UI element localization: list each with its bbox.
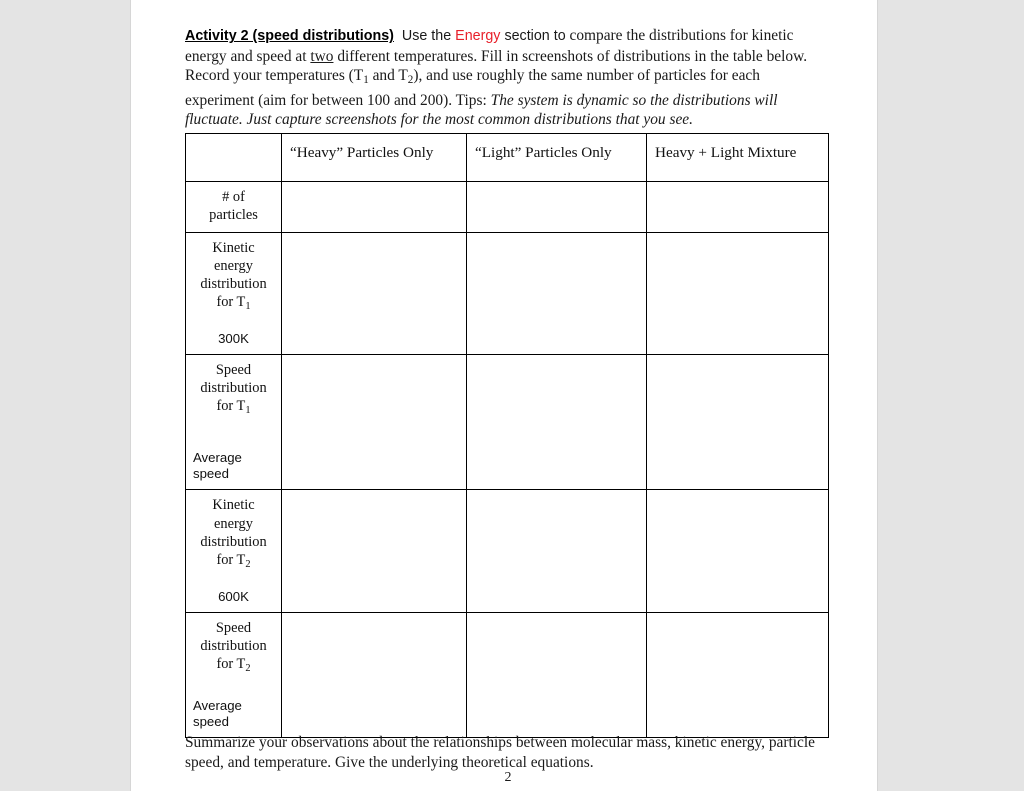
answer-cell-light-particle-count[interactable] <box>467 182 647 233</box>
header-cell-blank <box>186 134 282 182</box>
header-cell-mixture: Heavy + Light Mixture <box>647 134 829 182</box>
intro-use-the: Use the <box>401 28 452 45</box>
intro-serif-part4: ), and use roughly the same number of particles for each experiment (aim for between 100 and 200). Tips: <box>185 67 760 109</box>
label-line: # of <box>222 189 245 205</box>
answer-cell-light-ke-t2[interactable] <box>467 490 647 612</box>
document-page <box>131 0 877 791</box>
header-cell-light: “Light” Particles Only <box>467 134 647 182</box>
answer-cell-mixture-ke-t1[interactable] <box>647 232 829 354</box>
intro-paragraph-block <box>185 11 831 145</box>
intro-paragraph <box>185 26 831 129</box>
table-row-kinetic-energy-t1 <box>186 232 829 354</box>
answer-cell-light-ke-t1[interactable] <box>467 232 647 354</box>
label-line: Speed <box>215 619 252 636</box>
label-line: distribution <box>200 637 267 654</box>
row-label-particle-count <box>186 182 282 233</box>
label-spacer <box>193 678 274 698</box>
label-line-with-subscript <box>193 293 274 316</box>
answer-cell-mixture-particle-count[interactable] <box>647 182 829 233</box>
page-number: 2 <box>504 770 512 785</box>
row-label-speed-t2 <box>186 612 282 738</box>
average-speed-note-t1-line2: speed <box>193 466 229 482</box>
answer-cell-heavy-speed-t2[interactable] <box>282 612 467 738</box>
temperature-note-t1: 300K <box>218 330 249 346</box>
average-speed-note-t2-line2: speed <box>193 714 229 730</box>
answer-cell-heavy-ke-t2[interactable] <box>282 490 467 612</box>
distributions-table <box>185 133 829 738</box>
intro-italic-tip: The system is dynamic so the distributions will fluctuate. Just capture screenshots for the most common distributions that you see. <box>185 91 778 129</box>
label-line-with-subscript <box>193 551 274 574</box>
temperature-note-t2: 600K <box>218 588 249 604</box>
intro-serif-part1: compare the distributions for kinetic energy and speed at <box>185 27 794 65</box>
answer-cell-mixture-speed-t1[interactable] <box>647 354 829 490</box>
table-header-row <box>186 134 829 182</box>
label-text: for T <box>216 398 246 415</box>
intro-serif-part2: different temperatures. Fill in screenshots of distributions in the table below. Record your temperatures (T <box>185 47 808 85</box>
label-line: energy <box>214 257 253 274</box>
average-speed-note-t1-line1: Average <box>193 450 242 466</box>
activity-heading: Activity 2 (speed distributions) <box>185 28 394 45</box>
label-text: for T <box>216 656 246 673</box>
subscript: 1 <box>245 405 251 417</box>
answer-cell-light-speed-t2[interactable] <box>467 612 647 738</box>
label-line: Speed <box>215 361 252 378</box>
label-line: energy <box>214 515 253 532</box>
answer-cell-mixture-ke-t2[interactable] <box>647 490 829 612</box>
table-row-speed-t1 <box>186 354 829 490</box>
table-row-kinetic-energy-t2 <box>186 490 829 612</box>
label-line-with-subscript <box>193 655 274 678</box>
average-speed-note-t2-line1: Average <box>193 698 242 714</box>
answer-cell-mixture-speed-t2[interactable] <box>647 612 829 738</box>
energy-keyword: Energy <box>455 28 501 45</box>
table-row-particle-count <box>186 182 829 233</box>
summary-instruction: Summarize your observations about the relationships between molecular mass, kinetic energy, particle speed, and temperature. Give the underlying theoretical equations. <box>185 734 815 771</box>
label-line-with-subscript <box>193 397 274 420</box>
row-label-kinetic-energy-t1 <box>186 232 282 354</box>
subscript: 2 <box>245 663 251 675</box>
label-line: distribution <box>200 534 267 551</box>
subscript: 1 <box>245 301 251 313</box>
label-line: distribution <box>200 276 267 293</box>
intro-underlined-two: two <box>310 47 334 65</box>
answer-cell-light-speed-t1[interactable] <box>467 354 647 490</box>
intro-subscript-2: 2 <box>407 74 414 87</box>
intro-subscript-1: 1 <box>363 74 369 87</box>
intro-sans-lead <box>394 28 402 44</box>
answer-cell-heavy-particle-count[interactable] <box>282 182 467 233</box>
label-line: distribution <box>200 379 267 396</box>
answer-cell-heavy-ke-t1[interactable] <box>282 232 467 354</box>
label-text: for T <box>216 552 246 569</box>
subscript: 2 <box>245 559 251 571</box>
label-text: for T <box>216 294 246 311</box>
label-spacer <box>193 420 274 450</box>
label-line: particles <box>209 207 258 224</box>
table-row-speed-t2 <box>186 612 829 738</box>
intro-section-to: section to <box>504 28 566 45</box>
row-label-kinetic-energy-t2 <box>186 490 282 612</box>
answer-cell-heavy-speed-t1[interactable] <box>282 354 467 490</box>
label-line: Kinetic <box>212 239 255 256</box>
header-cell-heavy: “Heavy” Particles Only <box>282 134 467 182</box>
intro-serif-part3: and T <box>368 67 408 85</box>
label-line: Kinetic <box>212 497 255 514</box>
row-label-speed-t1 <box>186 354 282 490</box>
